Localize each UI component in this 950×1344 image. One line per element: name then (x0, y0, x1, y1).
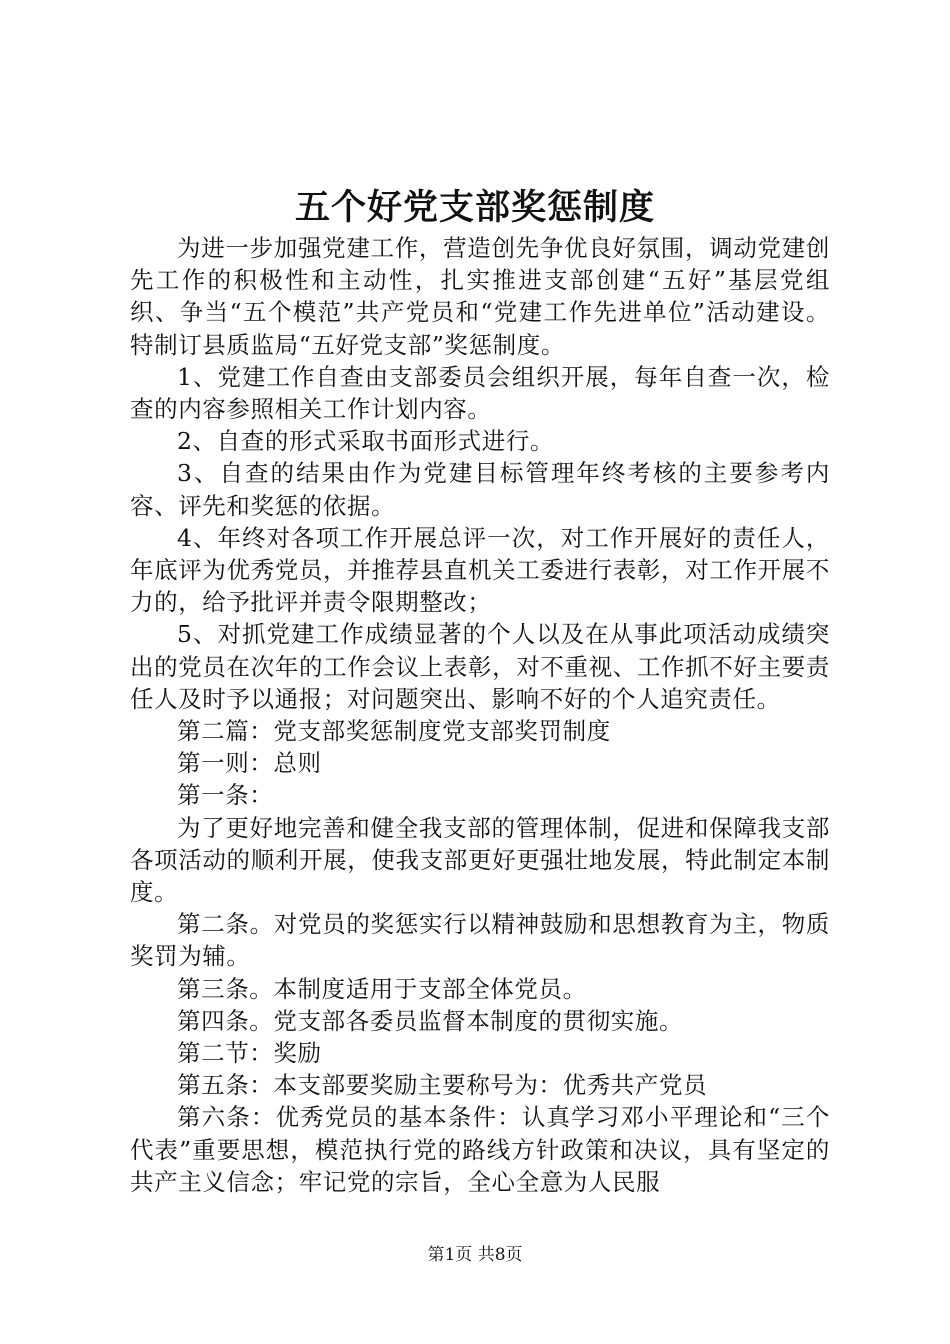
document-body (130, 232, 830, 1198)
article-1-text: 为了更好地完善和健全我支部的管理体制，促进和保障我支部各项活动的顺利开展，使我支部更好更强壮地发展，特此制定本制度。 (130, 813, 830, 907)
paragraph-intro: 为进一步加强党建工作，营造创先争优良好氛围，调动党建创先工作的积极性和主动性，扎实推进支部创建“五好”基层党组织、争当“五个模范”共产党员和“党建工作先进单位”活动建设。特制订县质监局“五好党支部”奖惩制度。 (130, 234, 830, 359)
section-heading-rewards: 第二节：奖励 (177, 1039, 322, 1068)
page-number: 第1页 共8页 (427, 1245, 523, 1265)
section-heading-part-two: 第二篇：党支部奖惩制度党支部奖罚制度 (177, 717, 611, 746)
paragraph-item-4: 4、年终对各项工作开展总评一次，对工作开展好的责任人，年底评为优秀党员，并推荐县直机关工委进行表彰，对工作开展不力的，给予批评并责令限期整改； (130, 523, 830, 617)
article-2-text: 第二条。对党员的奖惩实行以精神鼓励和思想教育为主，物质奖罚为辅。 (130, 910, 830, 971)
document-title: 五个好党支部奖惩制度 (294, 187, 655, 228)
article-5-text: 第五条：本支部要奖励主要称号为：优秀共产党员 (177, 1071, 708, 1100)
paragraph-item-1: 1、党建工作自查由支部委员会组织开展，每年自查一次，检查的内容参照相关工作计划内容。 (130, 362, 830, 424)
section-heading-general: 第一则：总则 (177, 749, 322, 778)
article-1-heading: 第一条： (177, 781, 274, 810)
paragraph-item-5: 5、对抓党建工作成绩显著的个人以及在从事此项活动成绩突出的党员在次年的工作会议上表彰，对不重视、工作抓不好主要责任人及时予以通报；对问题突出、影响不好的个人追究责任。 (130, 620, 830, 713)
article-4-text: 第四条。党支部各委员监督本制度的贯彻实施。 (177, 1006, 684, 1035)
paragraph-item-2: 2、自查的形式采取书面形式进行。 (177, 427, 555, 456)
paragraph-item-3: 3、自查的结果由作为党建目标管理年终考核的主要参考内容、评先和奖惩的依据。 (130, 459, 830, 520)
article-3-text: 第三条。本制度适用于支部全体党员。 (177, 974, 587, 1003)
article-6-text: 第六条：优秀党员的基本条件：认真学习邓小平理论和“三个代表”重要思想，模范执行党的路线方针政策和决议，具有坚定的共产主义信念；牢记党的宗旨，全心全意为人民服 (130, 1103, 830, 1196)
